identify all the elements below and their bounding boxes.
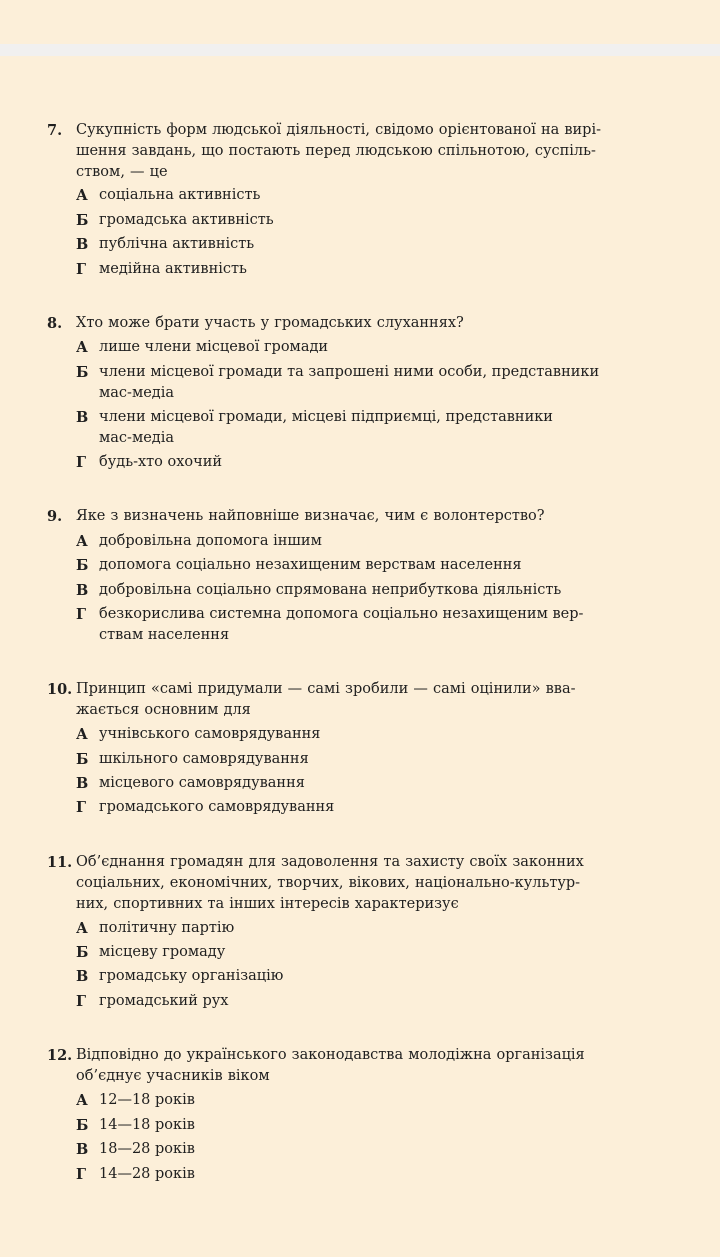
option-text-line: соціальна активність bbox=[99, 187, 261, 203]
option-text bbox=[99, 749, 659, 770]
question-number: 8. bbox=[47, 315, 63, 332]
option-text bbox=[99, 773, 659, 794]
option-letter: Б bbox=[76, 212, 89, 229]
question-number: 11. bbox=[47, 854, 73, 871]
option-letter: Б bbox=[76, 557, 89, 574]
question-text-line: Відповідно до українського законодавства молодіжна організація bbox=[76, 1047, 585, 1063]
option-text bbox=[99, 337, 659, 358]
option-letter: Г bbox=[76, 1166, 87, 1183]
option-text-line: добровільна допомога іншим bbox=[99, 533, 322, 549]
question-text-line: Хто може брати участь у громадських слуханнях? bbox=[76, 315, 464, 331]
option-letter: А bbox=[76, 187, 88, 204]
option-text-line: допомога соціально незахищеним верствам населення bbox=[99, 557, 522, 573]
option-text-line: члени місцевої громади та запрошені ними особи, представники bbox=[99, 364, 600, 380]
option-text bbox=[99, 991, 659, 1012]
option-letter: В bbox=[76, 236, 89, 253]
option-text-line: 14—18 років bbox=[99, 1117, 195, 1133]
question-number: 7. bbox=[47, 122, 63, 139]
question-text-line: Принцип «самі придумали — самі зробили — самі оцінили» вва- bbox=[76, 681, 576, 697]
option-text-line: громадського самоврядування bbox=[99, 799, 335, 815]
option-text-line: публічна активність bbox=[99, 236, 255, 252]
option-text bbox=[99, 1090, 659, 1111]
option-text-line: 14—28 років bbox=[99, 1166, 195, 1182]
option-text bbox=[99, 185, 659, 206]
option-text bbox=[99, 604, 659, 646]
option-text-line: безкорислива системна допомога соціально незахищеним вер- bbox=[99, 606, 584, 622]
question-text bbox=[76, 120, 636, 183]
option-text-line: будь-хто охочий bbox=[99, 454, 223, 470]
question-number: 10. bbox=[47, 681, 73, 698]
option-text bbox=[99, 452, 659, 473]
option-letter: А bbox=[76, 339, 88, 356]
option-text bbox=[99, 918, 659, 939]
option-text bbox=[99, 259, 659, 280]
option-letter: А bbox=[76, 533, 88, 550]
option-text-line: мас-медіа bbox=[99, 385, 175, 401]
option-text-line: громадська активність bbox=[99, 212, 274, 228]
option-letter: Б bbox=[76, 364, 89, 381]
option-text-line: громадський рух bbox=[99, 993, 229, 1009]
option-text bbox=[99, 942, 659, 963]
option-text bbox=[99, 555, 659, 576]
option-text bbox=[99, 1139, 659, 1160]
question-text-line: ством, — це bbox=[76, 164, 168, 180]
question-text-line: них, спортивних та інших інтересів характеризує bbox=[76, 896, 459, 912]
option-text bbox=[99, 1164, 659, 1185]
question-text bbox=[76, 313, 636, 334]
question-text bbox=[76, 679, 636, 721]
option-letter: Г bbox=[76, 993, 87, 1010]
option-letter: А bbox=[76, 920, 88, 937]
option-text bbox=[99, 210, 659, 231]
option-letter: А bbox=[76, 726, 88, 743]
option-text bbox=[99, 966, 659, 987]
option-text-line: медійна активність bbox=[99, 261, 247, 277]
option-letter: В bbox=[76, 582, 89, 599]
option-letter: Б bbox=[76, 751, 89, 768]
option-letter: Б bbox=[76, 944, 89, 961]
option-text-line: лише члени місцевої громади bbox=[99, 339, 329, 355]
option-text-line: 12—18 років bbox=[99, 1092, 195, 1108]
question-text bbox=[76, 506, 636, 527]
option-text-line: мас-медіа bbox=[99, 430, 175, 446]
option-text bbox=[99, 407, 659, 449]
question-number: 9. bbox=[47, 508, 63, 525]
option-text bbox=[99, 797, 659, 818]
option-letter: Б bbox=[76, 1117, 89, 1134]
option-text-line: політичну партію bbox=[99, 920, 235, 936]
option-letter: Г bbox=[76, 454, 87, 471]
option-text-line: члени місцевої громади, місцеві підприємці, представники bbox=[99, 409, 553, 425]
option-text-line: громадську організацію bbox=[99, 968, 284, 984]
option-text bbox=[99, 580, 659, 601]
option-text bbox=[99, 724, 659, 745]
question-text bbox=[76, 852, 636, 915]
question-number: 12. bbox=[47, 1047, 73, 1064]
question-text bbox=[76, 1045, 636, 1087]
question-text-line: соціальних, економічних, творчих, вікових, національно-культур- bbox=[76, 875, 581, 891]
option-text bbox=[99, 531, 659, 552]
option-letter: В bbox=[76, 968, 89, 985]
option-letter: Г bbox=[76, 799, 87, 816]
question-text-line: шення завдань, що постають перед людською спільнотою, суспіль- bbox=[76, 143, 596, 159]
option-text-line: місцеву громаду bbox=[99, 944, 226, 960]
option-letter: Г bbox=[76, 606, 87, 623]
question-text-line: жається основним для bbox=[76, 702, 251, 718]
option-text-line: шкільного самоврядування bbox=[99, 751, 309, 767]
option-text bbox=[99, 1115, 659, 1136]
question-text-line: Сукупність форм людської діяльності, свідомо орієнтованої на вирі- bbox=[76, 122, 602, 138]
option-text-line: добровільна соціально спрямована неприбуткова діяльність bbox=[99, 582, 562, 598]
page-top-band bbox=[0, 44, 720, 56]
option-letter: В bbox=[76, 775, 89, 792]
option-text bbox=[99, 362, 659, 404]
option-text-line: місцевого самоврядування bbox=[99, 775, 305, 791]
option-letter: В bbox=[76, 409, 89, 426]
option-text bbox=[99, 234, 659, 255]
option-letter: А bbox=[76, 1092, 88, 1109]
option-letter: В bbox=[76, 1141, 89, 1158]
option-letter: Г bbox=[76, 261, 87, 278]
option-text-line: ствам населення bbox=[99, 627, 230, 643]
question-text-line: об’єднує учасників віком bbox=[76, 1068, 270, 1084]
option-text-line: 18—28 років bbox=[99, 1141, 195, 1157]
question-text-line: Яке з визначень найповніше визначає, чим є волонтерство? bbox=[76, 508, 545, 524]
option-text-line: учнівського самоврядування bbox=[99, 726, 321, 742]
question-text-line: Об’єднання громадян для задоволення та захисту своїх законних bbox=[76, 854, 584, 870]
